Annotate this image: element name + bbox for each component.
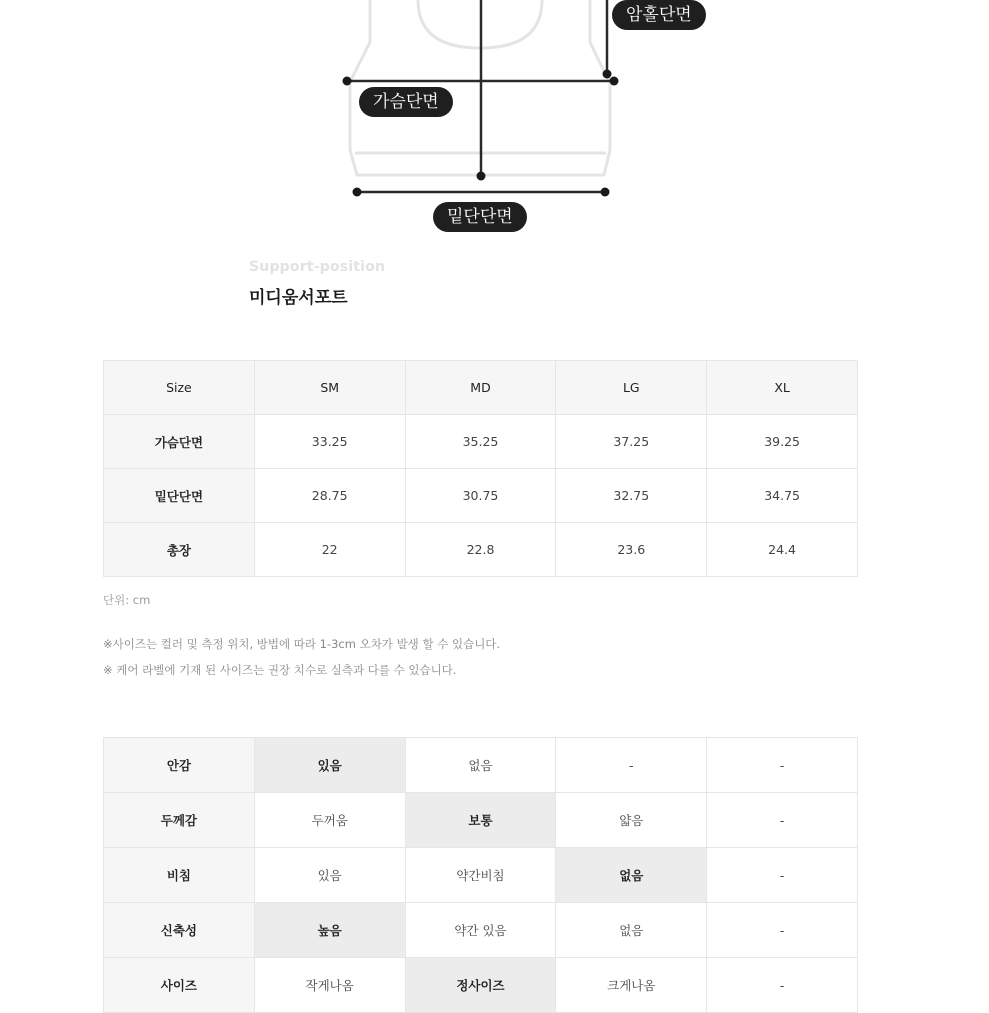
row-label: 비침 [104,848,255,903]
table-cell: 34.75 [707,469,858,523]
table-row [104,903,858,958]
option-cell: - [556,738,707,793]
option-cell: - [707,793,858,848]
armhole-end-dot [603,70,612,79]
size-table [103,360,858,577]
option-cell: 두꺼움 [254,793,405,848]
hem-right-dot [601,188,610,197]
table-cell: 22 [254,523,405,577]
support-position-heading: Support-position [249,259,386,275]
option-cell: 있음 [254,848,405,903]
length-end-dot [477,172,486,181]
table-row [104,523,858,577]
row-label: 밑단단면 [104,469,255,523]
option-cell: 얇음 [556,793,707,848]
option-cell-selected: 높음 [254,903,405,958]
option-cell-selected: 보통 [405,793,556,848]
row-label: 신축성 [104,903,255,958]
table-row [104,738,858,793]
option-cell: 크게나옴 [556,958,707,1013]
option-cell: 작게나옴 [254,958,405,1013]
row-label: 사이즈 [104,958,255,1013]
table-cell: 30.75 [405,469,556,523]
size-table-header-row [104,361,858,415]
support-position-value: 미디움서포트 [249,288,348,308]
table-row [104,415,858,469]
size-header-cell: SM [254,361,405,415]
table-cell: 33.25 [254,415,405,469]
table-cell: 28.75 [254,469,405,523]
row-label: 안감 [104,738,255,793]
table-cell: 22.8 [405,523,556,577]
table-row [104,848,858,903]
option-cell-selected: 있음 [254,738,405,793]
option-cell: - [707,903,858,958]
size-note: ※ 케어 라벨에 기재 된 사이즈는 권장 치수로 실측과 다를 수 있습니다. [103,663,457,677]
table-cell: 39.25 [707,415,858,469]
table-row [104,958,858,1013]
size-header-cell: LG [556,361,707,415]
hem-label: 밑단단면 [433,202,527,232]
chest-left-dot [343,77,352,86]
size-header-cell: Size [104,361,255,415]
feature-table [103,737,858,1013]
option-cell: 없음 [405,738,556,793]
armhole-label: 암홀단면 [612,0,706,30]
option-cell-selected: 정사이즈 [405,958,556,1013]
size-header-cell: XL [707,361,858,415]
size-header-cell: MD [405,361,556,415]
option-cell-selected: 없음 [556,848,707,903]
hem-left-dot [353,188,362,197]
table-row [104,793,858,848]
table-cell: 32.75 [556,469,707,523]
size-note: ※사이즈는 컬러 및 측정 위치, 방법에 따라 1-3cm 오차가 발생 할 수 있습니다. [103,637,501,651]
table-cell: 23.6 [556,523,707,577]
table-cell: 35.25 [405,415,556,469]
table-cell: 24.4 [707,523,858,577]
chest-label: 가슴단면 [359,87,453,117]
option-cell: - [707,958,858,1013]
option-cell: 없음 [556,903,707,958]
unit-note: 단위: cm [103,593,151,607]
option-cell: 약간 있음 [405,903,556,958]
option-cell: - [707,738,858,793]
chest-right-dot [610,77,619,86]
row-label: 총장 [104,523,255,577]
option-cell: 약간비침 [405,848,556,903]
table-row [104,469,858,523]
row-label: 가슴단면 [104,415,255,469]
table-cell: 37.25 [556,415,707,469]
row-label: 두께감 [104,793,255,848]
option-cell: - [707,848,858,903]
